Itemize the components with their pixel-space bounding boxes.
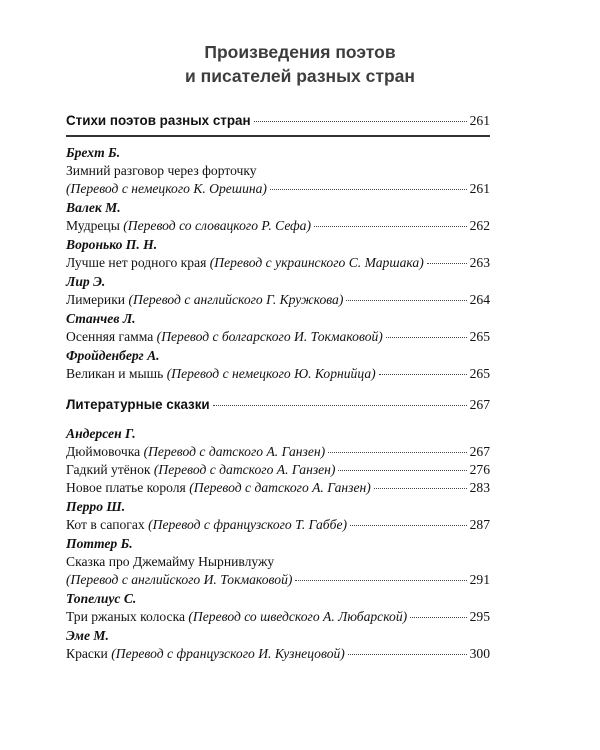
toc-section-heading[interactable] [66, 111, 490, 133]
section-page-number: 267 [469, 397, 490, 412]
toc-entry[interactable] [66, 217, 490, 235]
work-title: Лимерики [66, 292, 126, 307]
dot-leader [350, 525, 467, 526]
dot-leader [254, 121, 467, 122]
heading-line-2: и писателей разных стран [185, 66, 415, 86]
page-number: 276 [469, 462, 490, 477]
work-title: Дюймовочка [66, 444, 141, 459]
toc-entry[interactable] [66, 180, 490, 198]
work-title: Мудрецы [66, 218, 120, 233]
page-number: 295 [469, 609, 490, 624]
author-name: Станчев Л. [66, 311, 136, 326]
table-of-contents [66, 111, 490, 663]
toc-entry[interactable] [66, 443, 490, 461]
dot-leader [374, 488, 467, 489]
dot-leader [213, 405, 467, 406]
toc-entry[interactable] [66, 608, 490, 626]
page-number: 267 [469, 444, 490, 459]
toc-entry[interactable] [66, 328, 490, 346]
page-number: 262 [469, 218, 490, 233]
toc-entry[interactable] [66, 479, 490, 497]
translation-note: (Перевод с французского Т. Габбе) [148, 517, 348, 532]
author-name: Брехт Б. [66, 145, 121, 160]
dot-leader [328, 452, 466, 453]
section-title: Стихи поэтов разных стран [66, 113, 251, 128]
author-name: Воронько П. Н. [66, 237, 158, 252]
section-spacer [66, 417, 490, 424]
translation-note: (Перевод со словацкого Р. Сефа) [123, 218, 311, 233]
work-title: Краски [66, 646, 108, 661]
toc-entry[interactable] [66, 516, 490, 534]
toc-entry[interactable] [66, 254, 490, 272]
heading-line-1: Произведения поэтов [204, 42, 396, 62]
translation-note: (Перевод с болгарского И. Токмаковой) [156, 329, 383, 344]
page-heading [0, 40, 600, 88]
toc-entry[interactable] [66, 461, 490, 479]
section-title: Литературные сказки [66, 397, 210, 412]
translation-note: (Перевод с датского А. Ганзен) [189, 480, 371, 495]
work-title: Лучше нет родного края [66, 255, 207, 270]
toc-entry[interactable] [66, 291, 490, 309]
dot-leader [338, 470, 466, 471]
author-name: Топелиус С. [66, 591, 137, 606]
author-name: Эме М. [66, 628, 109, 643]
page-number: 265 [469, 366, 490, 381]
translation-note: (Перевод со шведского А. Любарской) [188, 609, 408, 624]
work-title: Новое платье короля [66, 480, 186, 495]
dot-leader [270, 189, 467, 190]
toc-entry[interactable] [66, 365, 490, 383]
translation-note: (Перевод с немецкого Ю. Корнийца) [166, 366, 376, 381]
translation-note: (Перевод с английского Г. Кружкова) [128, 292, 344, 307]
section-rule [66, 135, 490, 137]
work-title: Сказка про Джемайму Нырнивлужу [66, 554, 275, 569]
section-page-number: 261 [469, 113, 490, 128]
author-name: Андерсен Г. [66, 426, 136, 441]
work-title: Три ржаных колоска [66, 609, 185, 624]
work-title: Зимний разговор через форточку [66, 163, 257, 178]
translation-note: (Перевод с английского И. Токмаковой) [66, 572, 293, 587]
author-name: Лир Э. [66, 274, 106, 289]
dot-leader [386, 337, 467, 338]
translation-note: (Перевод с французского И. Кузнецовой) [111, 646, 345, 661]
page-number: 263 [469, 255, 490, 270]
page-number: 291 [469, 572, 490, 587]
dot-leader [314, 226, 467, 227]
author-name: Фройденберг А. [66, 348, 160, 363]
page-number: 261 [469, 181, 490, 196]
page-number: 264 [469, 292, 490, 307]
work-title: Великан и мышь [66, 366, 164, 381]
translation-note: (Перевод с датского А. Ганзен) [143, 444, 326, 459]
dot-leader [346, 300, 466, 301]
translation-note: (Перевод с датского А. Ганзен) [153, 462, 336, 477]
dot-leader [379, 374, 467, 375]
author-name: Валек М. [66, 200, 121, 215]
dot-leader [348, 654, 467, 655]
translation-note: (Перевод с украинского С. Маршака) [209, 255, 424, 270]
dot-leader [295, 580, 466, 581]
toc-entry[interactable] [66, 645, 490, 663]
author-name: Поттер Б. [66, 536, 133, 551]
dot-leader [410, 617, 466, 618]
page-number: 287 [469, 517, 490, 532]
translation-note: (Перевод с немецкого К. Орешина) [66, 181, 267, 196]
section-spacer [66, 383, 490, 395]
page-number: 300 [469, 646, 490, 661]
work-title: Осенняя гамма [66, 329, 154, 344]
work-title: Кот в сапогах [66, 517, 145, 532]
toc-section-heading[interactable] [66, 395, 490, 415]
toc-entry[interactable] [66, 571, 490, 589]
page-number: 265 [469, 329, 490, 344]
author-name: Перро Ш. [66, 499, 126, 514]
work-title: Гадкий утёнок [66, 462, 151, 477]
toc-entry [66, 553, 490, 571]
page-number: 283 [469, 480, 490, 495]
toc-entry [66, 162, 490, 180]
dot-leader [427, 263, 467, 264]
